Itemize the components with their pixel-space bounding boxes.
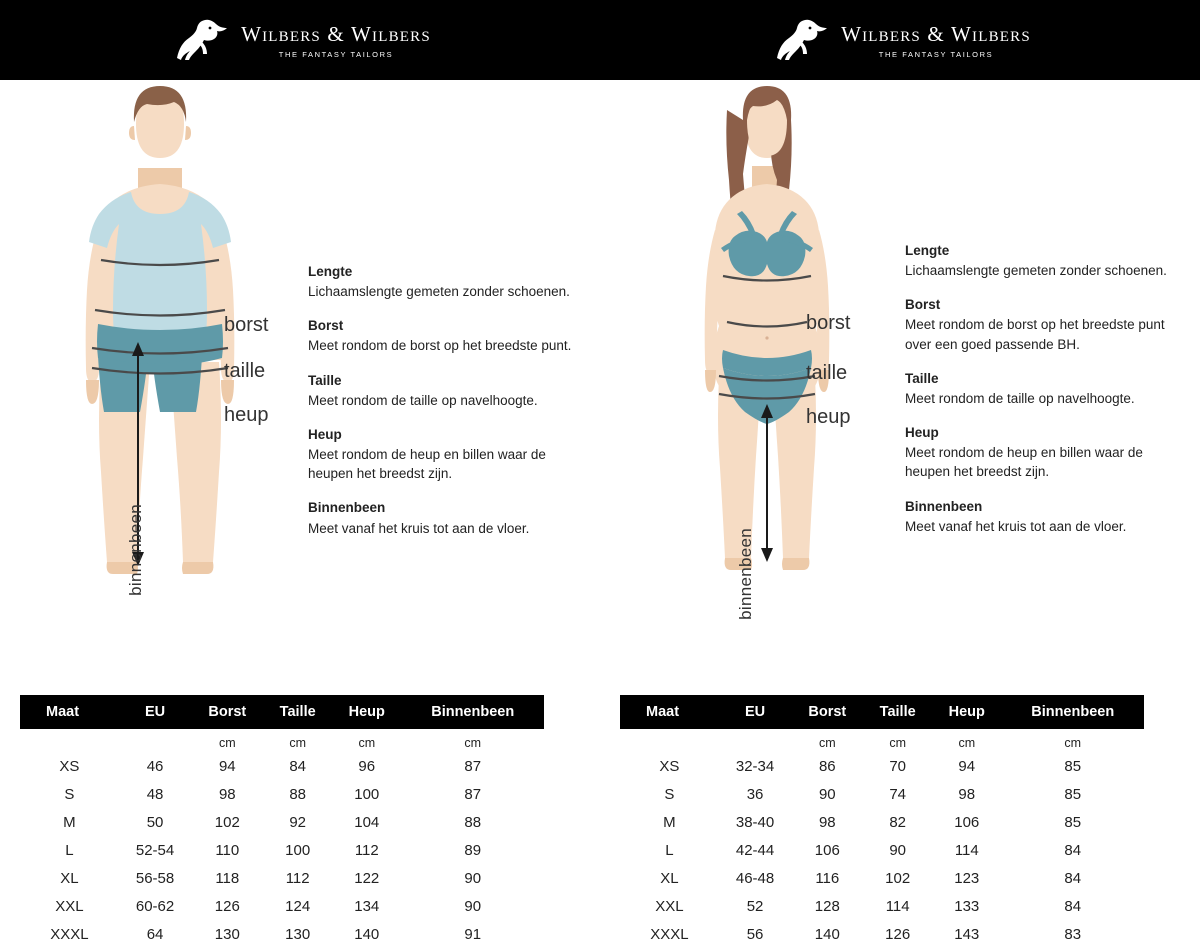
mens-figure-area: [0, 80, 600, 596]
size-chart-panels: [0, 80, 1200, 943]
unit-cell: cm: [889, 736, 906, 750]
instruction-body: Meet rondom de taille op navelhoogte.: [308, 392, 538, 408]
unit-cell: cm: [818, 736, 836, 750]
instruction-title: Lengte: [905, 243, 950, 258]
cell-inseam: 84: [1064, 869, 1082, 887]
table-row: [20, 864, 544, 892]
brand-wordmark: [241, 22, 431, 59]
instruction-title: Binnenbeen: [905, 498, 983, 514]
cell-waist: 70: [889, 757, 907, 775]
header-logo-right: [600, 18, 1200, 62]
label-chest-womens: borst: [806, 312, 851, 334]
col-header-chest: Borst: [791, 695, 863, 729]
brand-name: Wilbers & Wilbers: [841, 21, 1031, 46]
cell-waist: 90: [889, 841, 907, 859]
cell-inseam: 88: [464, 813, 482, 831]
cell-size: XL: [60, 869, 79, 887]
cell-chest: 126: [214, 897, 240, 915]
table-header-row: [20, 695, 544, 729]
table-row: [20, 920, 544, 948]
cell-hip: 94: [958, 757, 976, 775]
cell-eu: 60-62: [135, 897, 175, 915]
womens-instructions: [905, 241, 1177, 536]
instruction-body: Lichaamslengte gemeten zonder schoenen.: [308, 284, 570, 300]
table-head: [20, 695, 544, 729]
brand-tagline: THE FANTASY TAILORS: [878, 49, 994, 59]
table-row: [620, 892, 1144, 920]
table-row: [620, 752, 1144, 780]
label-hip-mens: heup: [224, 404, 269, 426]
instruction-title: Binnenbeen: [308, 500, 386, 516]
womens-size-panel: [600, 80, 1200, 943]
label-hip-womens: heup: [806, 406, 851, 428]
table-row: [20, 780, 544, 808]
unit-cell: cm: [1064, 736, 1082, 750]
cell-chest: 128: [814, 897, 840, 915]
horse-logo-icon: [169, 18, 231, 62]
cell-waist: 92: [289, 813, 307, 831]
col-header-size: Maat: [620, 695, 719, 729]
womens-size-table: [620, 695, 1144, 948]
cell-hip: 133: [954, 897, 980, 915]
instruction-body: Meet rondom de borst op het breedste punt.: [308, 338, 572, 354]
instruction-body: Meet rondom de heup en billen waar de heupen het breedst zijn.: [308, 447, 546, 482]
unit-cell: cm: [289, 736, 306, 750]
womens-figure-area: [600, 80, 1200, 620]
instruction-body: Lichaamslengte gemeten zonder schoenen.: [905, 263, 1167, 279]
instruction-title: Heup: [308, 426, 342, 442]
cell-chest: 118: [215, 869, 240, 887]
cell-eu: 56-58: [135, 869, 175, 887]
cell-waist: 112: [285, 869, 310, 887]
cell-inseam: 85: [1064, 785, 1082, 803]
cell-size: S: [64, 785, 75, 803]
cell-eu: 46-48: [735, 869, 775, 887]
cell-size: XS: [659, 757, 680, 775]
cell-hip: 98: [958, 785, 976, 803]
col-header-inseam: Binnenbeen: [1001, 695, 1144, 729]
cell-inseam: 87: [464, 757, 482, 775]
cell-waist: 100: [285, 841, 311, 859]
table-row: [20, 836, 544, 864]
mens-size-table-wrap: [20, 695, 544, 948]
cell-eu: 42-44: [735, 841, 775, 859]
col-header-inseam: Binnenbeen: [401, 695, 544, 729]
mens-size-table: [20, 695, 544, 948]
cell-inseam: 83: [1064, 925, 1082, 943]
brand-logo: [169, 18, 431, 62]
cell-size: XS: [59, 757, 80, 775]
instruction-body: Meet rondom de taille op navelhoogte.: [905, 390, 1135, 406]
instruction-title: Borst: [905, 297, 941, 313]
cell-hip: 96: [358, 757, 376, 775]
mens-instructions: [308, 262, 588, 538]
col-header-eu: EU: [719, 695, 792, 729]
brand-logo-secondary: [769, 18, 1031, 62]
womens-size-table-wrap: [620, 695, 1144, 948]
cell-size: L: [65, 841, 74, 859]
cell-chest: 110: [215, 841, 240, 859]
cell-hip: 123: [954, 869, 980, 887]
instruction-body: Meet rondom de borst op het breedste punt over een goed passende BH.: [905, 317, 1165, 352]
label-waist-mens: taille: [224, 360, 266, 382]
unit-cell: [20, 729, 119, 752]
cell-waist: 88: [289, 785, 307, 803]
cell-chest: 98: [218, 785, 236, 803]
cell-inseam: 85: [1064, 757, 1082, 775]
table-body: [20, 729, 544, 948]
brand-wordmark-secondary: [841, 22, 1031, 59]
cell-chest: 106: [814, 841, 840, 859]
cell-waist: 102: [885, 869, 911, 887]
instruction-body: Meet rondom de heup en billen waar de heupen het breedst zijn.: [905, 445, 1143, 480]
brand-tagline: THE FANTASY TAILORS: [278, 49, 394, 59]
cell-chest: 102: [214, 813, 240, 831]
unit-cell: cm: [958, 736, 976, 750]
col-header-hip: Heup: [932, 695, 1001, 729]
cell-inseam: 90: [464, 869, 482, 887]
table-row: [620, 808, 1144, 836]
table-row: [620, 836, 1144, 864]
female-body-figure: [655, 80, 885, 585]
cell-inseam: 91: [464, 925, 482, 943]
unit-cell: [719, 729, 792, 752]
horse-logo-icon: [769, 18, 831, 62]
cell-inseam: 90: [464, 897, 482, 915]
cell-size: M: [663, 813, 676, 831]
cell-chest: 130: [214, 925, 240, 943]
col-header-eu: EU: [119, 695, 192, 729]
unit-cell: cm: [464, 736, 482, 750]
cell-size: XL: [660, 869, 679, 887]
cell-hip: 143: [954, 925, 980, 943]
instruction-title: Heup: [905, 425, 939, 441]
table-row: [20, 752, 544, 780]
instruction-title: Taille: [308, 372, 342, 388]
cell-size: S: [664, 785, 675, 803]
mens-size-panel: [0, 80, 600, 943]
cell-hip: 122: [354, 869, 380, 887]
cell-hip: 106: [954, 813, 980, 831]
cell-chest: 94: [218, 757, 236, 775]
cell-waist: 130: [285, 925, 311, 943]
instruction-body: Meet vanaf het kruis tot aan de vloer.: [308, 520, 530, 536]
unit-cell: [119, 729, 192, 752]
instruction-body: Meet vanaf het kruis tot aan de vloer.: [905, 518, 1127, 534]
instruction-title: Taille: [905, 370, 939, 386]
cell-size: XXXL: [650, 925, 689, 943]
cell-eu: 50: [146, 813, 164, 831]
cell-size: M: [63, 813, 76, 831]
cell-hip: 140: [354, 925, 380, 943]
instruction-title: Lengte: [308, 264, 353, 279]
table-head: [620, 695, 1144, 729]
table-row: [20, 892, 544, 920]
cell-waist: 74: [889, 785, 907, 803]
page-header: [0, 0, 1200, 80]
table-row: [620, 920, 1144, 948]
cell-chest: 86: [818, 757, 836, 775]
cell-eu: 52: [746, 897, 764, 915]
col-header-waist: Taille: [863, 695, 932, 729]
table-header-row: [620, 695, 1144, 729]
cell-hip: 114: [954, 841, 979, 859]
cell-inseam: 87: [464, 785, 482, 803]
table-units-row: [620, 729, 1144, 752]
table-body: [620, 729, 1144, 948]
label-waist-womens: taille: [806, 362, 848, 384]
cell-inseam: 84: [1064, 841, 1082, 859]
col-header-size: Maat: [20, 695, 119, 729]
unit-cell: cm: [358, 736, 376, 750]
cell-inseam: 89: [464, 841, 482, 859]
cell-eu: 32-34: [735, 757, 775, 775]
table-units-row: [20, 729, 544, 752]
table-row: [20, 808, 544, 836]
cell-waist: 114: [885, 897, 910, 915]
cell-hip: 104: [354, 813, 380, 831]
cell-eu: 56: [746, 925, 764, 943]
unit-cell: [620, 729, 719, 752]
cell-chest: 116: [815, 869, 840, 887]
table-row: [620, 864, 1144, 892]
header-logo-left: [0, 18, 600, 62]
cell-eu: 64: [146, 925, 164, 943]
cell-hip: 134: [354, 897, 380, 915]
cell-waist: 82: [889, 813, 907, 831]
cell-eu: 36: [746, 785, 764, 803]
instruction-title: Borst: [308, 318, 344, 334]
cell-hip: 100: [354, 785, 380, 803]
label-inseam-mens: binnenbeen: [126, 504, 145, 596]
label-chest-mens: borst: [224, 314, 269, 336]
cell-inseam: 85: [1064, 813, 1082, 831]
col-header-chest: Borst: [191, 695, 263, 729]
cell-eu: 52-54: [135, 841, 175, 859]
cell-size: XXXL: [50, 925, 89, 943]
cell-chest: 98: [818, 813, 836, 831]
cell-eu: 48: [146, 785, 164, 803]
cell-waist: 124: [285, 897, 311, 915]
table-row: [620, 780, 1144, 808]
col-header-waist: Taille: [263, 695, 332, 729]
cell-chest: 140: [814, 925, 840, 943]
cell-hip: 112: [354, 841, 379, 859]
col-header-hip: Heup: [332, 695, 401, 729]
cell-chest: 90: [818, 785, 836, 803]
cell-eu: 46: [146, 757, 164, 775]
cell-waist: 84: [289, 757, 307, 775]
cell-waist: 126: [885, 925, 911, 943]
cell-eu: 38-40: [735, 813, 775, 831]
cell-inseam: 84: [1064, 897, 1082, 915]
label-inseam-womens: binnenbeen: [736, 528, 755, 620]
unit-cell: cm: [218, 736, 236, 750]
cell-size: XXL: [655, 897, 684, 915]
brand-name: Wilbers & Wilbers: [241, 21, 431, 46]
cell-size: L: [665, 841, 674, 859]
cell-size: XXL: [55, 897, 84, 915]
